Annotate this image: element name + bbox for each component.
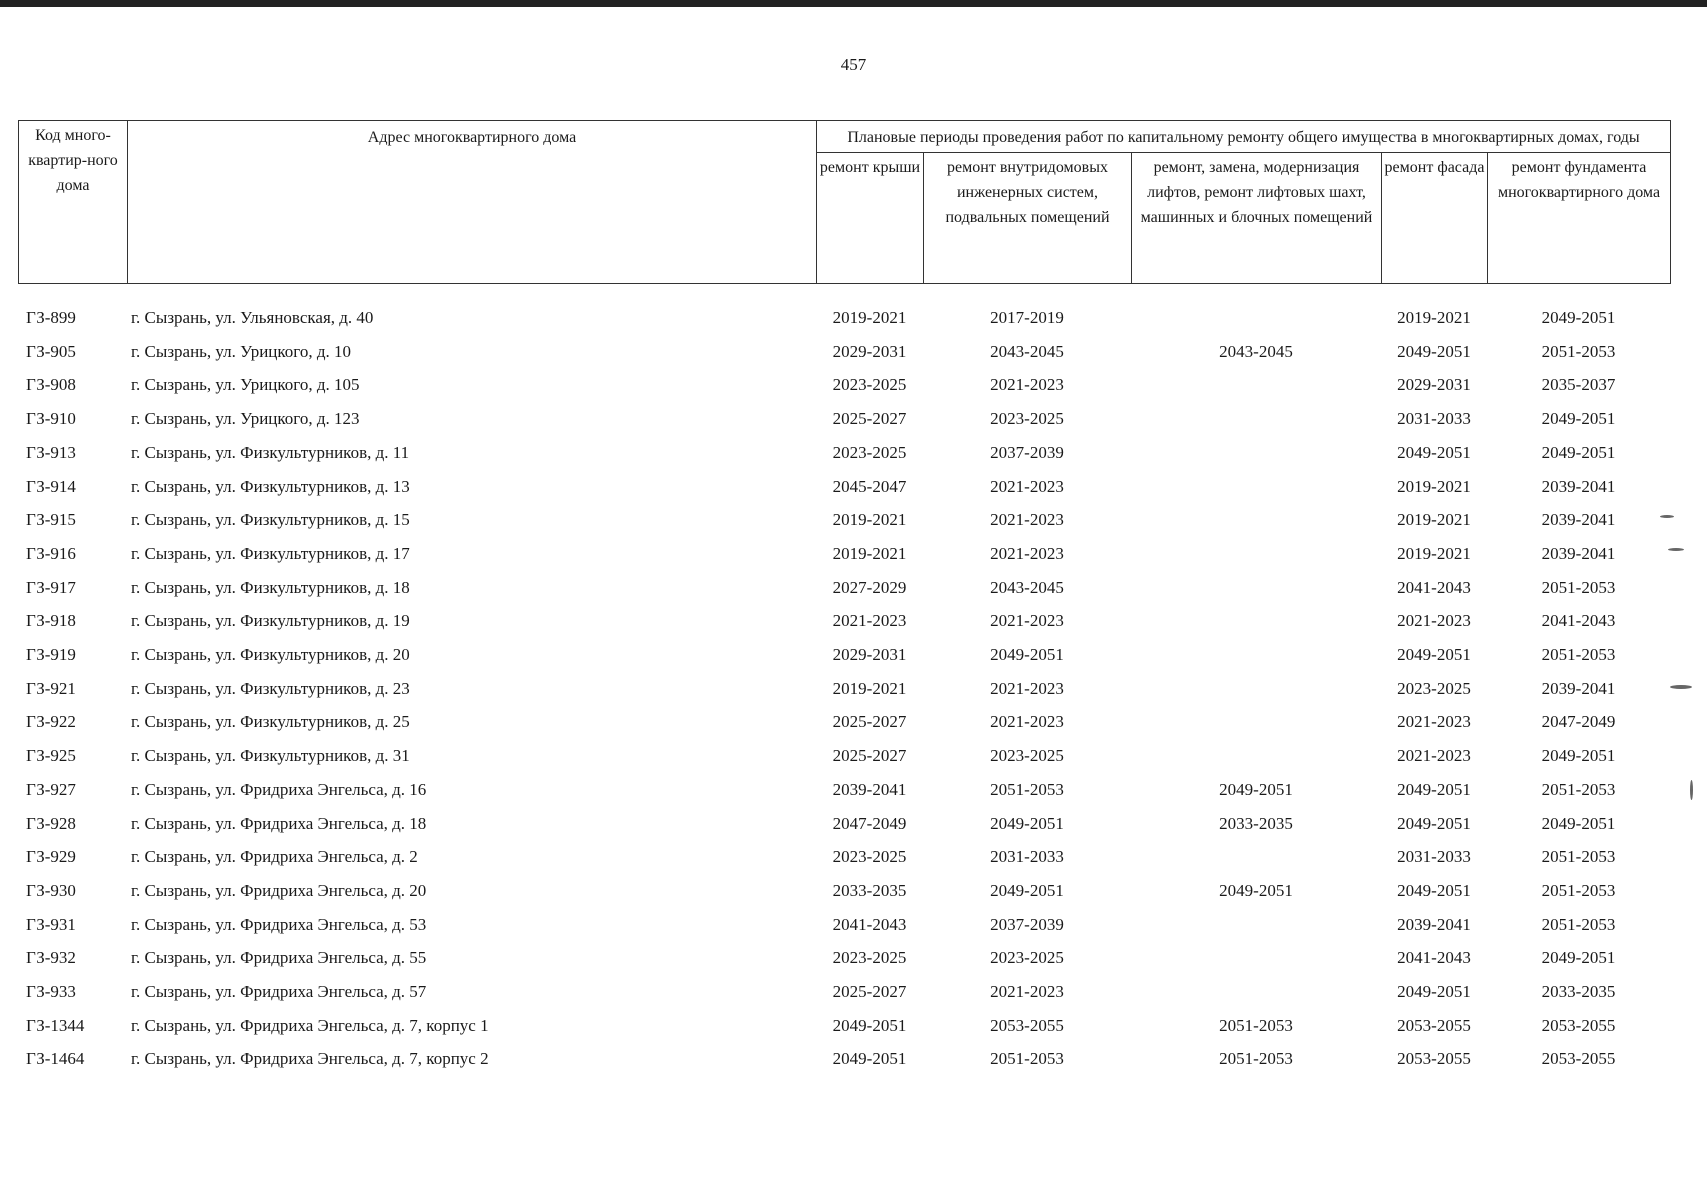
cell-lifts: 2049-2051 [1219,779,1293,799]
cell-address: г. Сызрань, ул. Фридриха Энгельса, д. 7, корпус 2 [131,1049,489,1069]
cell-systems: 2043-2045 [990,577,1064,597]
table-row [18,975,1670,1009]
cell-lifts: 2043-2045 [1219,341,1293,361]
header-address: Адрес многоквартирного дома [128,121,817,284]
cell-code: ГЗ-914 [26,476,76,496]
cell-address: г. Сызрань, ул. Физкультурников, д. 31 [131,746,410,766]
cell-code: ГЗ-929 [26,847,76,867]
cell-facade: 2019-2021 [1397,510,1471,530]
cell-lifts [1131,604,1381,638]
cell-systems: 2021-2023 [990,678,1064,698]
cell-code: ГЗ-928 [26,813,76,833]
cell-facade: 2019-2021 [1397,543,1471,563]
cell-foundation: 2039-2041 [1541,543,1616,563]
table-row [18,503,1670,537]
cell-foundation: 2049-2051 [1541,409,1616,429]
table-row [18,773,1670,807]
cell-lifts [1131,470,1381,504]
table-row [18,638,1670,672]
cell-lifts: 2049-2051 [1219,880,1293,900]
table-row [18,604,1670,638]
table-row [18,470,1670,504]
cell-address: г. Сызрань, ул. Физкультурников, д. 25 [131,712,410,732]
cell-address: г. Сызрань, ул. Ульяновская, д. 40 [131,308,374,327]
cell-systems: 2021-2023 [990,611,1064,631]
cell-foundation: 2053-2055 [1541,1049,1616,1069]
cell-foundation: 2051-2053 [1541,847,1616,867]
cell-address: г. Сызрань, ул. Фридриха Энгельса, д. 16 [131,779,427,799]
cell-code: ГЗ-899 [26,308,76,327]
cell-facade: 2021-2023 [1397,712,1471,732]
cell-address: г. Сызрань, ул. Физкультурников, д. 19 [131,611,410,631]
cell-code: ГЗ-913 [26,442,76,462]
cell-lifts: 2033-2035 [1219,813,1293,833]
cell-roof: 2025-2027 [832,409,907,429]
table-row [18,1009,1670,1043]
cell-roof: 2025-2027 [832,712,907,732]
cell-roof: 2019-2021 [832,678,907,698]
cell-roof: 2047-2049 [832,813,907,833]
cell-roof: 2023-2025 [832,442,907,462]
scan-speck [1660,515,1674,518]
cell-foundation: 2051-2053 [1541,645,1616,665]
cell-systems: 2051-2053 [990,1049,1064,1069]
cell-facade: 2041-2043 [1397,577,1471,597]
cell-systems: 2031-2033 [990,847,1064,867]
cell-address: г. Сызрань, ул. Физкультурников, д. 23 [131,678,410,698]
cell-foundation: 2033-2035 [1541,982,1616,1002]
table-row [18,908,1670,942]
cell-roof: 2033-2035 [832,880,907,900]
cell-lifts [1131,537,1381,571]
cell-code: ГЗ-927 [26,779,76,799]
cell-facade: 2049-2051 [1397,880,1471,900]
cell-lifts [1131,503,1381,537]
cell-lifts [1131,402,1381,436]
cell-systems: 2021-2023 [990,982,1064,1002]
cell-address: г. Сызрань, ул. Урицкого, д. 10 [131,341,351,361]
cell-facade: 2049-2051 [1397,442,1471,462]
cell-facade: 2021-2023 [1397,611,1471,631]
cell-lifts [1131,638,1381,672]
table-row [18,705,1670,739]
cell-systems: 2043-2045 [990,341,1064,361]
cell-address: г. Сызрань, ул. Физкультурников, д. 18 [131,577,410,597]
cell-systems: 2051-2053 [990,779,1064,799]
cell-lifts [1131,436,1381,470]
cell-code: ГЗ-930 [26,880,76,900]
cell-address: г. Сызрань, ул. Фридриха Энгельса, д. 2 [131,847,418,867]
cell-lifts [1131,908,1381,942]
cell-code: ГЗ-919 [26,645,76,665]
cell-code: ГЗ-931 [26,914,76,934]
cell-systems: 2021-2023 [990,375,1064,395]
cell-code: ГЗ-917 [26,577,76,597]
cell-facade: 2049-2051 [1397,982,1471,1002]
cell-systems: 2053-2055 [990,1015,1064,1035]
header-foundation: ремонт фундамента многоквартирного дома [1488,153,1671,284]
cell-foundation: 2035-2037 [1541,375,1616,395]
cell-facade: 2019-2021 [1397,476,1471,496]
table-row [18,840,1670,874]
cell-facade: 2049-2051 [1397,779,1471,799]
header-code: Код много-квартир-ного дома [19,121,128,284]
table-row [18,739,1670,773]
header-facade: ремонт фасада [1382,153,1488,284]
cell-foundation: 2051-2053 [1541,341,1616,361]
cell-lifts [1131,571,1381,605]
cell-foundation: 2041-2043 [1541,611,1616,631]
cell-foundation: 2039-2041 [1541,678,1616,698]
cell-foundation: 2049-2051 [1541,948,1616,968]
cell-address: г. Сызрань, ул. Фридриха Энгельса, д. 7, корпус 1 [131,1015,489,1035]
cell-address: г. Сызрань, ул. Физкультурников, д. 20 [131,645,410,665]
header-lifts: ремонт, замена, модернизация лифтов, ремонт лифтовых шахт, машинных и блочных помещений [1132,153,1382,284]
cell-roof: 2019-2021 [832,543,907,563]
cell-roof: 2049-2051 [832,1049,907,1069]
cell-systems: 2049-2051 [990,813,1064,833]
cell-roof: 2039-2041 [832,779,907,799]
cell-facade: 2023-2025 [1397,678,1471,698]
cell-systems: 2037-2039 [990,442,1064,462]
cell-systems: 2021-2023 [990,510,1064,530]
cell-address: г. Сызрань, ул. Фридриха Энгельса, д. 18 [131,813,427,833]
cell-systems: 2037-2039 [990,914,1064,934]
cell-foundation: 2051-2053 [1541,880,1616,900]
cell-foundation: 2039-2041 [1541,476,1616,496]
cell-systems: 2023-2025 [990,948,1064,968]
cell-facade: 2041-2043 [1397,948,1471,968]
header-periods-group: Плановые периоды проведения работ по капитальному ремонту общего имущества в многоквартирных домах, годы [817,121,1671,153]
cell-address: г. Сызрань, ул. Физкультурников, д. 15 [131,510,410,530]
table-row [18,874,1670,908]
cell-code: ГЗ-915 [26,510,76,530]
cell-lifts: 2051-2053 [1219,1049,1293,1069]
cell-facade: 2039-2041 [1397,914,1471,934]
cell-address: г. Сызрань, ул. Урицкого, д. 123 [131,409,360,429]
cell-roof: 2019-2021 [832,510,907,530]
cell-code: ГЗ-921 [26,678,76,698]
table-row [18,941,1670,975]
cell-foundation: 2051-2053 [1541,779,1616,799]
cell-code: ГЗ-933 [26,982,76,1002]
table-row [18,301,1670,335]
cell-facade: 2049-2051 [1397,813,1471,833]
cell-roof: 2025-2027 [832,746,907,766]
cell-roof: 2023-2025 [832,375,907,395]
cell-systems: 2023-2025 [990,409,1064,429]
cell-systems: 2023-2025 [990,746,1064,766]
cell-facade: 2019-2021 [1397,308,1471,327]
scan-speck [1670,685,1692,689]
cell-facade: 2053-2055 [1397,1015,1471,1035]
table-row [18,571,1670,605]
cell-roof: 2029-2031 [832,645,907,665]
cell-roof: 2045-2047 [832,476,907,496]
cell-systems: 2021-2023 [990,712,1064,732]
cell-code: ГЗ-925 [26,746,76,766]
cell-code: ГЗ-910 [26,409,76,429]
cell-foundation: 2049-2051 [1541,746,1616,766]
cell-lifts [1131,705,1381,739]
cell-foundation: 2039-2041 [1541,510,1616,530]
cell-facade: 2021-2023 [1397,746,1471,766]
cell-lifts [1131,301,1381,335]
table-row [18,1042,1670,1076]
cell-foundation: 2049-2051 [1541,442,1616,462]
cell-code: ГЗ-918 [26,611,76,631]
table-row [18,537,1670,571]
cell-code: ГЗ-932 [26,948,76,968]
cell-systems: 2017-2019 [990,308,1064,327]
cell-address: г. Сызрань, ул. Физкультурников, д. 17 [131,543,410,563]
cell-facade: 2049-2051 [1397,341,1471,361]
table-row [18,807,1670,841]
cell-foundation: 2051-2053 [1541,577,1616,597]
cell-roof: 2025-2027 [832,982,907,1002]
table-row [18,436,1670,470]
cell-foundation: 2053-2055 [1541,1015,1616,1035]
cell-facade: 2053-2055 [1397,1049,1471,1069]
cell-facade: 2029-2031 [1397,375,1471,395]
cell-address: г. Сызрань, ул. Физкультурников, д. 11 [131,442,410,462]
cell-address: г. Сызрань, ул. Фридриха Энгельса, д. 53 [131,914,427,934]
page-number: 457 [840,55,867,74]
cell-facade: 2031-2033 [1397,847,1471,867]
cell-lifts [1131,739,1381,773]
cell-address: г. Сызрань, ул. Фридриха Энгельса, д. 20 [131,880,427,900]
cell-lifts [1131,941,1381,975]
cell-systems: 2049-2051 [990,880,1064,900]
cell-code: ГЗ-916 [26,543,76,563]
cell-roof: 2019-2021 [832,308,907,327]
header-roof: ремонт крыши [817,153,924,284]
cell-address: г. Сызрань, ул. Урицкого, д. 105 [131,375,360,395]
scan-speck [1690,780,1693,800]
cell-lifts: 2051-2053 [1219,1015,1293,1035]
cell-address: г. Сызрань, ул. Фридриха Энгельса, д. 57 [131,982,427,1002]
cell-systems: 2049-2051 [990,645,1064,665]
cell-code: ГЗ-1464 [26,1049,85,1069]
scan-speck [1668,548,1684,551]
cell-roof: 2029-2031 [832,341,907,361]
cell-roof: 2021-2023 [832,611,907,631]
cell-facade: 2049-2051 [1397,645,1471,665]
cell-roof: 2023-2025 [832,847,907,867]
cell-address: г. Сызрань, ул. Фридриха Энгельса, д. 55 [131,948,427,968]
cell-roof: 2023-2025 [832,948,907,968]
cell-foundation: 2047-2049 [1541,712,1616,732]
cell-lifts [1131,672,1381,706]
table-row [18,402,1670,436]
cell-facade: 2031-2033 [1397,409,1471,429]
cell-foundation: 2049-2051 [1541,308,1616,327]
cell-foundation: 2051-2053 [1541,914,1616,934]
cell-address: г. Сызрань, ул. Физкультурников, д. 13 [131,476,410,496]
cell-roof: 2027-2029 [832,577,907,597]
cell-code: ГЗ-1344 [26,1015,85,1035]
cell-systems: 2021-2023 [990,476,1064,496]
table-header [18,120,1671,284]
cell-code: ГЗ-905 [26,341,76,361]
header-systems: ремонт внутридомовых инженерных систем, подвальных помещений [924,153,1132,284]
table-body [18,301,1670,1076]
cell-lifts [1131,975,1381,1009]
table-row [18,335,1670,369]
cell-code: ГЗ-908 [26,375,76,395]
table-row [18,672,1670,706]
cell-code: ГЗ-922 [26,712,76,732]
cell-lifts [1131,840,1381,874]
cell-lifts [1131,368,1381,402]
cell-roof: 2041-2043 [832,914,907,934]
cell-roof: 2049-2051 [832,1015,907,1035]
cell-foundation: 2049-2051 [1541,813,1616,833]
page-top-border [0,0,1707,7]
table-row [18,368,1670,402]
cell-systems: 2021-2023 [990,543,1064,563]
